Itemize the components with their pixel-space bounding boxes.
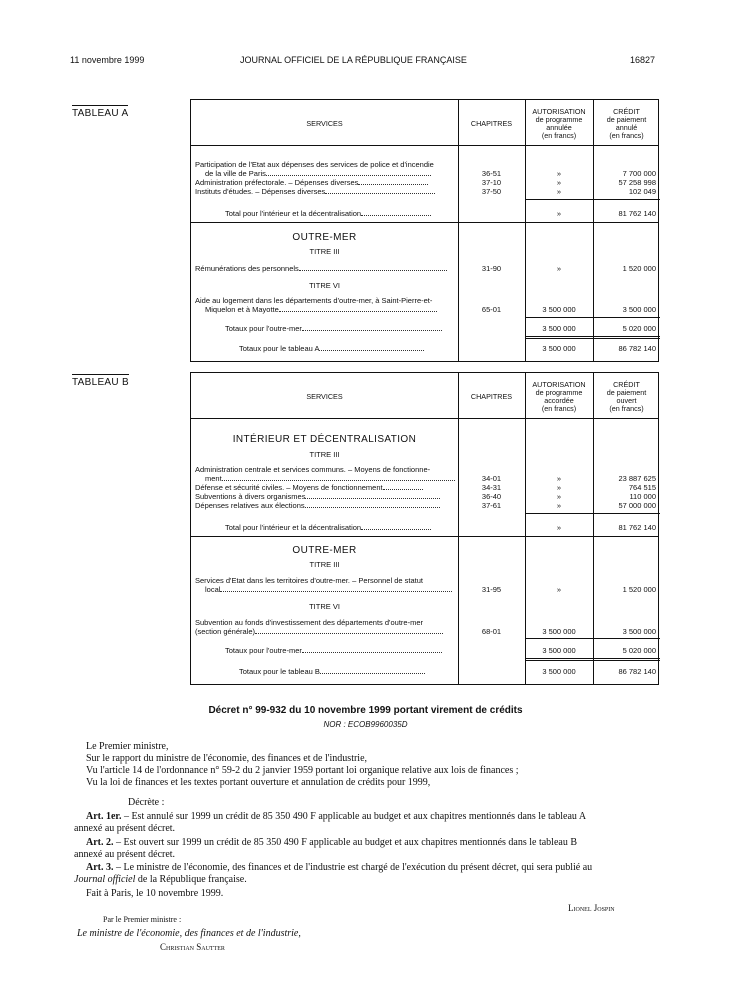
row-chapitre: 36-40 bbox=[481, 492, 502, 501]
row-credit: 1 520 000 bbox=[622, 585, 656, 594]
body-line: Sur le rapport du ministre de l'économie, des finances et de l'industrie, bbox=[86, 753, 368, 764]
row-text: de la ville de Paris bbox=[205, 169, 455, 178]
row-chapitre: 37-50 bbox=[481, 187, 502, 196]
body-line: Le Premier ministre, bbox=[86, 741, 169, 752]
total-autorisation: 3 500 000 bbox=[542, 324, 576, 333]
row-text: local bbox=[205, 585, 452, 594]
row-text: Administration préfectorale. – Dépenses diverses bbox=[195, 178, 428, 187]
body-line: Vu la loi de finances et les textes portant ouverture et annulation de crédits pour 1999, bbox=[86, 777, 431, 788]
row-credit: 57 000 000 bbox=[618, 501, 656, 510]
row-autorisation: » bbox=[556, 169, 562, 178]
total-autorisation: 3 500 000 bbox=[542, 646, 576, 655]
row-credit: 1 520 000 bbox=[622, 264, 656, 273]
row-text: Subvention au fonds d'investissement des départements d'outre-mer bbox=[195, 618, 423, 627]
total-autorisation: 3 500 000 bbox=[542, 667, 576, 676]
fait-a-paris: Fait à Paris, le 10 novembre 1999. bbox=[86, 888, 224, 899]
titre-iii: TITRE III bbox=[309, 247, 340, 256]
total-outre-mer: Totaux pour l'outre-mer bbox=[225, 646, 442, 655]
row-text: Rémunérations des personnels bbox=[195, 264, 447, 273]
row-text: Services d'Etat dans les territoires d'outre-mer. – Personnel de statut bbox=[195, 576, 423, 585]
header-page-number: 16827 bbox=[630, 55, 656, 65]
decret-title: Décret n° 99-932 du 10 novembre 1999 portant virement de crédits bbox=[208, 705, 523, 716]
row-chapitre: 31-90 bbox=[481, 264, 502, 273]
row-credit: 764 515 bbox=[628, 483, 656, 492]
row-chapitre: 34-31 bbox=[481, 483, 502, 492]
total-tableau-b: Totaux pour le tableau B bbox=[239, 667, 425, 676]
article-3: Art. 3. – Le ministre de l'économie, des finances et de l'industrie est chargé de l'exécution du présent décret, qui sera publié au bbox=[86, 862, 593, 873]
tableau-b-label: TABLEAU B bbox=[72, 374, 129, 388]
row-text: (section générale) bbox=[195, 627, 443, 636]
total-autorisation: » bbox=[556, 209, 562, 218]
row-autorisation: » bbox=[556, 492, 562, 501]
row-text: Dépenses relatives aux élections bbox=[195, 501, 440, 510]
row-credit: 57 258 998 bbox=[618, 178, 656, 187]
total-interieur: Total pour l'intérieur et la décentralisation bbox=[225, 209, 431, 218]
total-interieur: Total pour l'intérieur et la décentralisation bbox=[225, 523, 431, 532]
row-chapitre: 31-95 bbox=[481, 585, 502, 594]
article-3-cont: Journal officiel de la République française. bbox=[74, 874, 247, 885]
col-credit: CRÉDIT de paiement ouvert (en francs) bbox=[606, 380, 647, 413]
row-chapitre: 34-01 bbox=[481, 474, 502, 483]
signature-ministre: Christian Sautter bbox=[160, 942, 225, 952]
section-interieur: INTÉRIEUR ET DÉCENTRALISATION bbox=[232, 434, 417, 445]
row-autorisation: » bbox=[556, 264, 562, 273]
row-chapitre: 68-01 bbox=[481, 627, 502, 636]
section-outre-mer: OUTRE-MER bbox=[292, 232, 357, 243]
signature-premier-ministre: Lionel Jospin bbox=[568, 903, 615, 913]
header-date: 11 novembre 1999 bbox=[70, 55, 145, 65]
row-text: Instituts d'études. – Dépenses diverses bbox=[195, 187, 435, 196]
row-chapitre: 37-10 bbox=[481, 178, 502, 187]
row-credit: 3 500 000 bbox=[622, 305, 656, 314]
row-chapitre: 37-61 bbox=[481, 501, 502, 510]
row-text: Défense et sécurité civiles. – Moyens de fonctionnement bbox=[195, 483, 423, 492]
par-le-premier-ministre: Par le Premier ministre : bbox=[103, 915, 182, 924]
total-autorisation: » bbox=[556, 523, 562, 532]
section-outre-mer: OUTRE-MER bbox=[292, 545, 357, 556]
row-text: Miquelon et à Mayotte bbox=[205, 305, 437, 314]
row-chapitre: 36-51 bbox=[481, 169, 502, 178]
decret-nor: NOR : ECOB9960035D bbox=[323, 720, 408, 729]
col-services: SERVICES bbox=[306, 119, 343, 128]
titre-vi: TITRE VI bbox=[309, 602, 340, 611]
titre-iii: TITRE III bbox=[309, 560, 340, 569]
row-text: Participation de l'Etat aux dépenses des services de police et d'incendie bbox=[195, 160, 434, 169]
col-chapitres: CHAPITRES bbox=[470, 119, 513, 128]
row-autorisation: » bbox=[556, 585, 562, 594]
col-chapitres: CHAPITRES bbox=[470, 392, 513, 401]
total-outre-mer: Totaux pour l'outre-mer bbox=[225, 324, 442, 333]
tableau-b bbox=[190, 372, 659, 685]
row-autorisation: » bbox=[556, 187, 562, 196]
titre-vi: TITRE VI bbox=[309, 281, 340, 290]
row-autorisation: » bbox=[556, 483, 562, 492]
col-autorisation: AUTORISATION de programme accordée (en francs) bbox=[532, 380, 586, 413]
row-credit: 23 887 625 bbox=[618, 474, 656, 483]
row-autorisation: 3 500 000 bbox=[542, 305, 576, 314]
total-credit: 86 782 140 bbox=[618, 344, 656, 353]
row-text: Aide au logement dans les départements d'outre-mer, à Saint-Pierre-et- bbox=[195, 296, 433, 305]
row-credit: 110 000 bbox=[629, 492, 656, 501]
header-journal: JOURNAL OFFICIEL DE LA RÉPUBLIQUE FRANÇAISE bbox=[240, 55, 467, 65]
col-autorisation: AUTORISATION de programme annulée (en francs) bbox=[532, 107, 586, 140]
article-2-cont: annexé au présent décret. bbox=[74, 849, 176, 860]
total-tableau-a: Totaux pour le tableau A bbox=[239, 344, 424, 353]
row-text: Administration centrale et services communs. – Moyens de fonctionne- bbox=[195, 465, 431, 474]
row-autorisation: » bbox=[556, 501, 562, 510]
total-credit: 5 020 000 bbox=[622, 324, 656, 333]
row-credit: 3 500 000 bbox=[622, 627, 656, 636]
row-chapitre: 65-01 bbox=[481, 305, 502, 314]
row-autorisation: 3 500 000 bbox=[542, 627, 576, 636]
row-autorisation: » bbox=[556, 474, 562, 483]
total-credit: 81 762 140 bbox=[618, 523, 656, 532]
body-line: Vu l'article 14 de l'ordonnance n° 59-2 du 2 janvier 1959 portant loi organique relative aux lois de finances ; bbox=[86, 765, 519, 776]
row-credit: 7 700 000 bbox=[622, 169, 656, 178]
col-credit: CRÉDIT de paiement annulé (en francs) bbox=[606, 107, 647, 140]
row-autorisation: » bbox=[556, 178, 562, 187]
total-autorisation: 3 500 000 bbox=[542, 344, 576, 353]
col-services: SERVICES bbox=[306, 392, 343, 401]
decrete: Décrète : bbox=[128, 797, 165, 808]
tableau-a bbox=[190, 99, 659, 362]
total-credit: 5 020 000 bbox=[622, 646, 656, 655]
row-text: ment bbox=[205, 474, 455, 483]
article-2: Art. 2. – Est ouvert sur 1999 un crédit de 85 350 490 F applicable au budget et aux chapitres mentionnés dans le tableau B bbox=[86, 837, 577, 848]
titre-iii: TITRE III bbox=[309, 450, 340, 459]
total-credit: 81 762 140 bbox=[618, 209, 656, 218]
article-1-cont: annexé au présent décret. bbox=[74, 823, 176, 834]
ministre-title: Le ministre de l'économie, des finances et de l'industrie, bbox=[77, 928, 301, 939]
row-text: Subventions à divers organismes bbox=[195, 492, 440, 501]
article-1: Art. 1er. – Est annulé sur 1999 un crédit de 85 350 490 F applicable au budget et aux chapitres mentionnés dans le tableau A bbox=[86, 811, 587, 822]
tableau-a-label: TABLEAU A bbox=[72, 105, 128, 119]
total-credit: 86 782 140 bbox=[618, 667, 656, 676]
row-credit: 102 049 bbox=[628, 187, 656, 196]
